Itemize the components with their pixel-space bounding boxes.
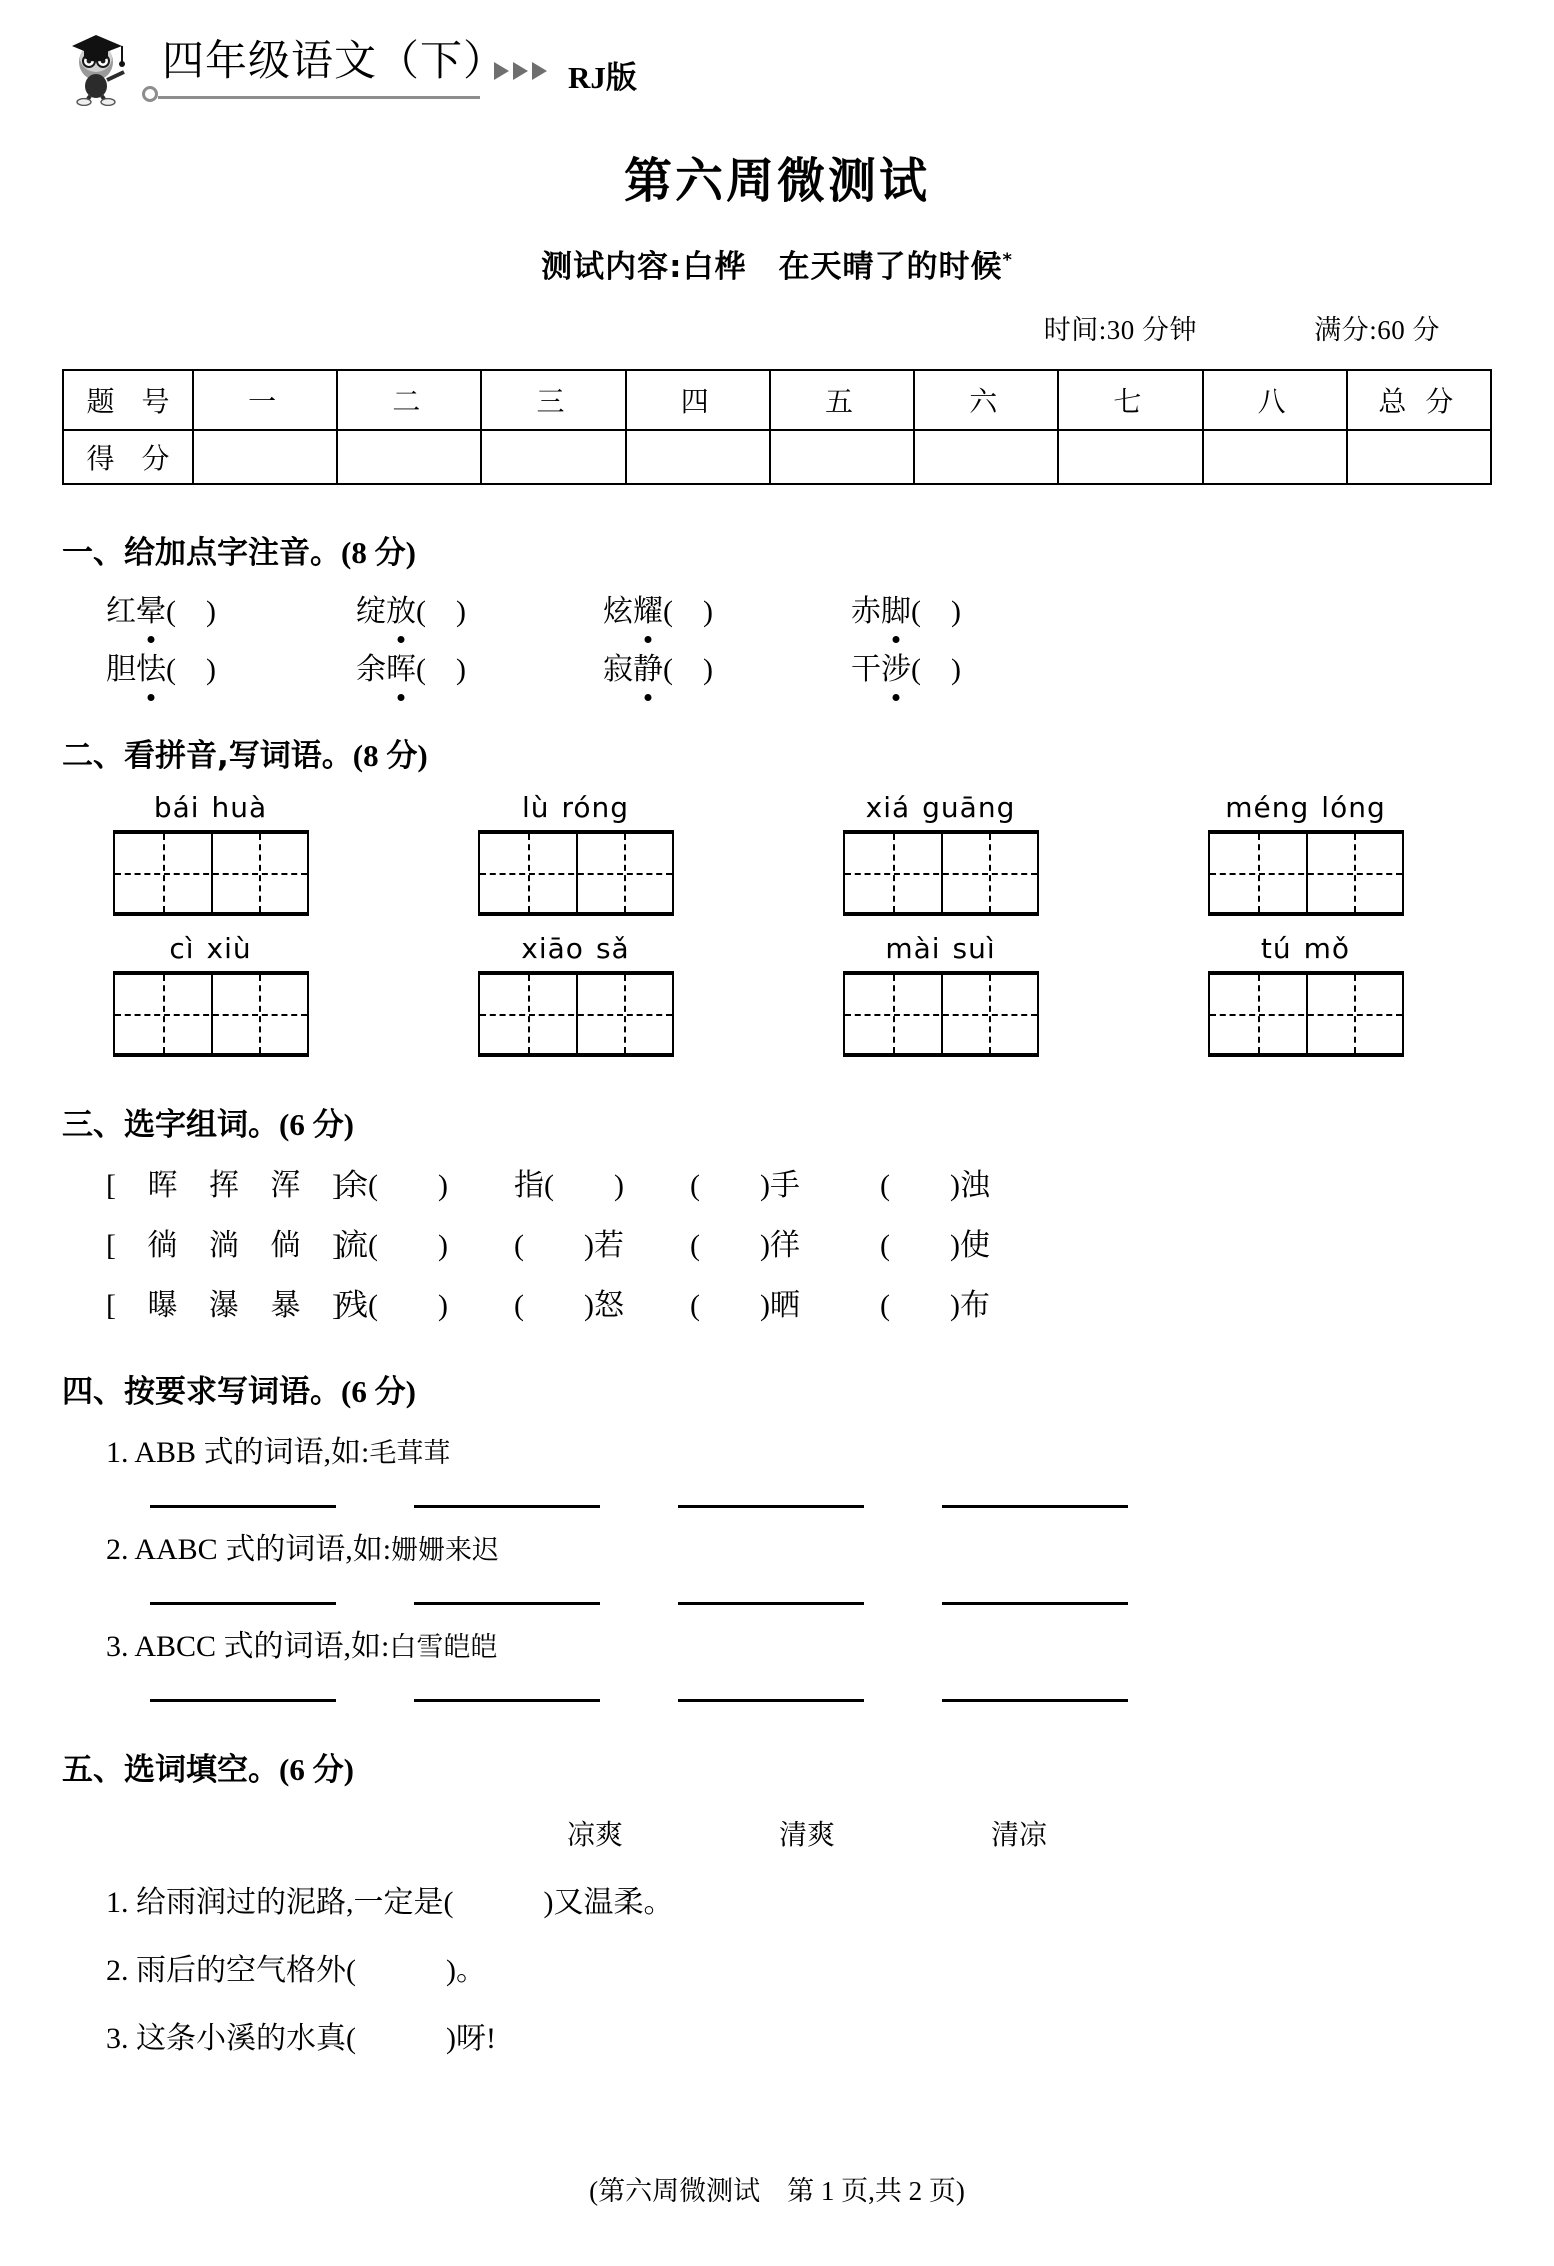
pinyin-write-cell: [1183, 791, 1428, 916]
annotate-item[interactable]: [603, 644, 851, 688]
pinyin-syllable: mài: [885, 932, 941, 965]
annotate-item[interactable]: [603, 586, 851, 630]
pinyin-syllable: sǎ: [595, 932, 630, 965]
section-4-title: 四、按要求写词语。: [62, 1374, 341, 1410]
char-blank-item[interactable]: ( )怒: [514, 1289, 624, 1322]
char-blank-item[interactable]: 指( ): [514, 1169, 624, 1202]
tianzige-box[interactable]: [113, 971, 309, 1057]
score-cell-4[interactable]: [626, 430, 770, 484]
section-5-title: 五、选词填空。: [62, 1752, 279, 1788]
paren-open: (: [663, 653, 673, 686]
header-dot-icon: [142, 86, 158, 102]
pattern-example: 毛茸茸: [369, 1438, 451, 1469]
annotate-item[interactable]: [851, 586, 961, 630]
score-col-6: 六: [914, 370, 1058, 430]
answer-blank[interactable]: [678, 1505, 864, 1508]
paren-open: (: [166, 653, 176, 686]
word-bank-item: 清凉: [991, 1818, 1048, 1851]
pattern-label: 1. ABB 式的词语,如:: [106, 1436, 370, 1469]
char-blank-item[interactable]: ( )浊: [880, 1169, 990, 1202]
pinyin-syllable: méng: [1225, 791, 1310, 824]
char-bracket: [ 晖 挥 浑 ]: [106, 1169, 354, 1202]
word-prefix: 赤: [851, 595, 881, 628]
fill-blank-question[interactable]: 2. 雨后的空气格外( )。: [106, 1954, 486, 1987]
char-blank-item[interactable]: ( )手: [690, 1169, 800, 1202]
word-prefix: 红: [106, 595, 136, 628]
grade-label: 四年级语文（下）: [162, 36, 507, 85]
score-col-8: 八: [1203, 370, 1347, 430]
word-prefix: 余: [356, 653, 386, 686]
pinyin-syllable: xiù: [206, 932, 252, 965]
paren-close: ): [206, 653, 216, 686]
word-prefix: 炫: [603, 595, 633, 628]
pinyin-write-cell: [818, 791, 1063, 916]
char-blank-item[interactable]: ( )使: [880, 1229, 990, 1262]
score-col-7: 七: [1058, 370, 1202, 430]
answer-blank[interactable]: [150, 1505, 336, 1508]
word-prefix: 寂: [603, 653, 633, 686]
char-blank-item[interactable]: ( )徉: [690, 1229, 800, 1262]
answer-blank[interactable]: [414, 1602, 600, 1605]
pinyin-write-cell: [1183, 932, 1428, 1057]
paren-close: ): [951, 595, 961, 628]
pinyin-text: [88, 791, 333, 824]
answer-blank[interactable]: [414, 1699, 600, 1702]
score-col-3: 三: [481, 370, 625, 430]
page-footer: (第六周微测试 第 1 页,共 2 页): [589, 2176, 965, 2206]
score-table: [62, 369, 1492, 485]
score-col-total: 总 分: [1347, 370, 1491, 430]
annotate-item[interactable]: [851, 644, 961, 688]
score-col-4: 四: [626, 370, 770, 430]
score-cell-6[interactable]: [914, 430, 1058, 484]
pinyin-annotate-row-2: [62, 644, 1492, 688]
pattern-example: 白雪皑皑: [389, 1632, 498, 1663]
word-pattern-item: [62, 1427, 1492, 1471]
exam-meta: [62, 308, 1492, 347]
char-blank-item[interactable]: ( )若: [514, 1229, 624, 1262]
pinyin-text: [818, 932, 1063, 965]
tianzige-box[interactable]: [1208, 971, 1404, 1057]
edition-badge: RJ版: [568, 60, 637, 95]
pinyin-syllable: róng: [561, 791, 630, 824]
answer-blank[interactable]: [414, 1505, 600, 1508]
tianzige-box[interactable]: [843, 830, 1039, 916]
paren-close: ): [456, 595, 466, 628]
pinyin-syllable: xiāo: [521, 932, 584, 965]
section-heading-2: [62, 730, 1492, 775]
word-pattern-item: [62, 1524, 1492, 1568]
paren-close: ): [206, 595, 216, 628]
pinyin-syllable: bái: [153, 791, 200, 824]
dotted-char: 怯: [136, 644, 166, 688]
choose-char-row: [62, 1220, 1492, 1264]
pinyin-syllable: tú: [1260, 932, 1292, 965]
score-cell-2[interactable]: [337, 430, 481, 484]
char-blank-item[interactable]: ( )布: [880, 1289, 990, 1322]
page-title: 第六周微测试: [623, 155, 930, 208]
pattern-label: 3. ABCC 式的词语,如:: [106, 1630, 390, 1663]
score-cell-7[interactable]: [1058, 430, 1202, 484]
answer-blank[interactable]: [678, 1699, 864, 1702]
pinyin-text: [1183, 791, 1428, 824]
word-bank-item: 清爽: [778, 1818, 835, 1851]
dotted-char: 脚: [881, 586, 911, 630]
dotted-char: 耀: [633, 586, 663, 630]
answer-blank[interactable]: [942, 1505, 1128, 1508]
page-header: [62, 0, 1492, 118]
pinyin-syllable: mǒ: [1303, 932, 1351, 965]
word-pattern-item: [62, 1621, 1492, 1665]
dotted-char: 放: [386, 586, 416, 630]
pinyin-syllable: lù: [521, 791, 550, 824]
table-row-header: [63, 370, 1491, 430]
char-blank-item[interactable]: 余( ): [338, 1169, 448, 1202]
paren-open: (: [416, 595, 426, 628]
answer-blank[interactable]: [942, 1602, 1128, 1605]
pinyin-text: [1183, 932, 1428, 965]
char-bracket: [ 曝 瀑 暴 ]: [106, 1289, 354, 1322]
pinyin-syllable: suì: [952, 932, 996, 965]
char-bracket: [ 徜 淌 倘 ]: [106, 1229, 354, 1262]
paren-open: (: [911, 653, 921, 686]
subtitle-text: 测试内容:白桦 在天晴了的时候: [541, 249, 1003, 285]
tianzige-box[interactable]: [1208, 830, 1404, 916]
header-rule: [158, 96, 480, 99]
dotted-char: 晕: [136, 586, 166, 630]
dotted-char: 涉: [881, 644, 911, 688]
score-table-row-label: 题 号: [63, 370, 193, 430]
section-5-points: (6 分): [279, 1752, 354, 1787]
triple-arrow-icon: [494, 62, 547, 80]
word-bank-item: 凉爽: [566, 1818, 623, 1851]
section-1-points: (8 分): [341, 535, 416, 570]
section-4-points: (6 分): [341, 1374, 416, 1409]
pinyin-annotate-row-1: [62, 586, 1492, 630]
section-2-points: (8 分): [352, 738, 428, 773]
dotted-char: 静: [633, 644, 663, 688]
choose-char-row: [62, 1280, 1492, 1324]
pinyin-write-cell: [88, 932, 333, 1057]
pinyin-syllable: guāng: [922, 791, 1016, 824]
score-cell-3[interactable]: [481, 430, 625, 484]
annotate-item[interactable]: [356, 644, 603, 688]
section-heading-5: [62, 1744, 1492, 1789]
tianzige-box[interactable]: [113, 830, 309, 916]
pinyin-text: [453, 791, 698, 824]
answer-blank-row: [62, 1699, 1492, 1702]
dotted-char: 晖: [386, 644, 416, 688]
pinyin-write-cell: [453, 791, 698, 916]
word-prefix: 干: [851, 653, 881, 686]
pinyin-syllable: huà: [211, 791, 268, 824]
answer-blank[interactable]: [678, 1602, 864, 1605]
section-3-points: (6 分): [279, 1107, 354, 1142]
paren-open: (: [663, 595, 673, 628]
answer-blank-row: [62, 1505, 1492, 1508]
char-blank-item[interactable]: 残( ): [338, 1289, 448, 1322]
word-prefix: 胆: [106, 653, 136, 686]
pinyin-text: [453, 932, 698, 965]
char-blank-item[interactable]: ( )晒: [690, 1289, 800, 1322]
score-cell-total[interactable]: [1347, 430, 1491, 484]
answer-blank[interactable]: [150, 1602, 336, 1605]
pinyin-syllable: cì: [169, 932, 195, 965]
pinyin-syllable: lóng: [1321, 791, 1386, 824]
word-prefix: 绽: [356, 595, 386, 628]
subtitle-footnote-mark: *: [1002, 249, 1013, 271]
score-col-5: 五: [770, 370, 914, 430]
paren-close: ): [456, 653, 466, 686]
score-col-2: 二: [337, 370, 481, 430]
subtitle: [62, 241, 1492, 286]
paren-close: ): [703, 653, 713, 686]
fill-blank-question[interactable]: 1. 给雨润过的泥路,一定是( )又温柔。: [106, 1886, 674, 1919]
paren-open: (: [166, 595, 176, 628]
section-heading-4: [62, 1366, 1492, 1411]
char-blank-item[interactable]: 流( ): [338, 1229, 448, 1262]
section-1-title: 一、给加点字注音。: [62, 535, 341, 571]
score-cell-5[interactable]: [770, 430, 914, 484]
pinyin-write-row-1: [62, 791, 1492, 916]
graduate-mascot-icon: [66, 28, 140, 106]
paren-open: (: [416, 653, 426, 686]
pinyin-syllable: xiá: [865, 791, 911, 824]
section-heading-1: [62, 527, 1492, 572]
tianzige-box[interactable]: [478, 971, 674, 1057]
section-heading-3: [62, 1099, 1492, 1144]
pinyin-write-row-2: [62, 932, 1492, 1057]
paren-close: ): [951, 653, 961, 686]
pattern-example: 姗姗来迟: [391, 1535, 500, 1566]
answer-blank-row: [62, 1602, 1492, 1605]
pinyin-write-cell: [88, 791, 333, 916]
paren-open: (: [911, 595, 921, 628]
annotate-item[interactable]: [106, 586, 356, 630]
table-row-scores: [63, 430, 1491, 484]
pinyin-write-cell: [453, 932, 698, 1057]
choose-char-row: [62, 1160, 1492, 1204]
word-bank: [62, 1813, 1492, 1853]
exam-time: 时间:30 分钟: [1043, 315, 1197, 345]
section-2-title: 二、看拼音,写词语。: [62, 738, 353, 774]
answer-blank[interactable]: [942, 1699, 1128, 1702]
pinyin-write-cell: [818, 932, 1063, 1057]
score-col-1: 一: [193, 370, 337, 430]
pinyin-text: [818, 791, 1063, 824]
annotate-item[interactable]: [106, 644, 356, 688]
score-cell-1[interactable]: [193, 430, 337, 484]
fill-blank-question[interactable]: 3. 这条小溪的水真( )呀!: [106, 2022, 496, 2055]
paren-close: ): [703, 595, 713, 628]
answer-blank[interactable]: [150, 1699, 336, 1702]
exam-full-score: 满分:60 分: [1314, 315, 1440, 345]
score-table-row-label-2: 得 分: [63, 430, 193, 484]
tianzige-box[interactable]: [843, 971, 1039, 1057]
section-3-title: 三、选字组词。: [62, 1107, 279, 1143]
pinyin-text: [88, 932, 333, 965]
tianzige-box[interactable]: [478, 830, 674, 916]
score-cell-8[interactable]: [1203, 430, 1347, 484]
annotate-item[interactable]: [356, 586, 603, 630]
pattern-label: 2. AABC 式的词语,如:: [106, 1533, 392, 1566]
